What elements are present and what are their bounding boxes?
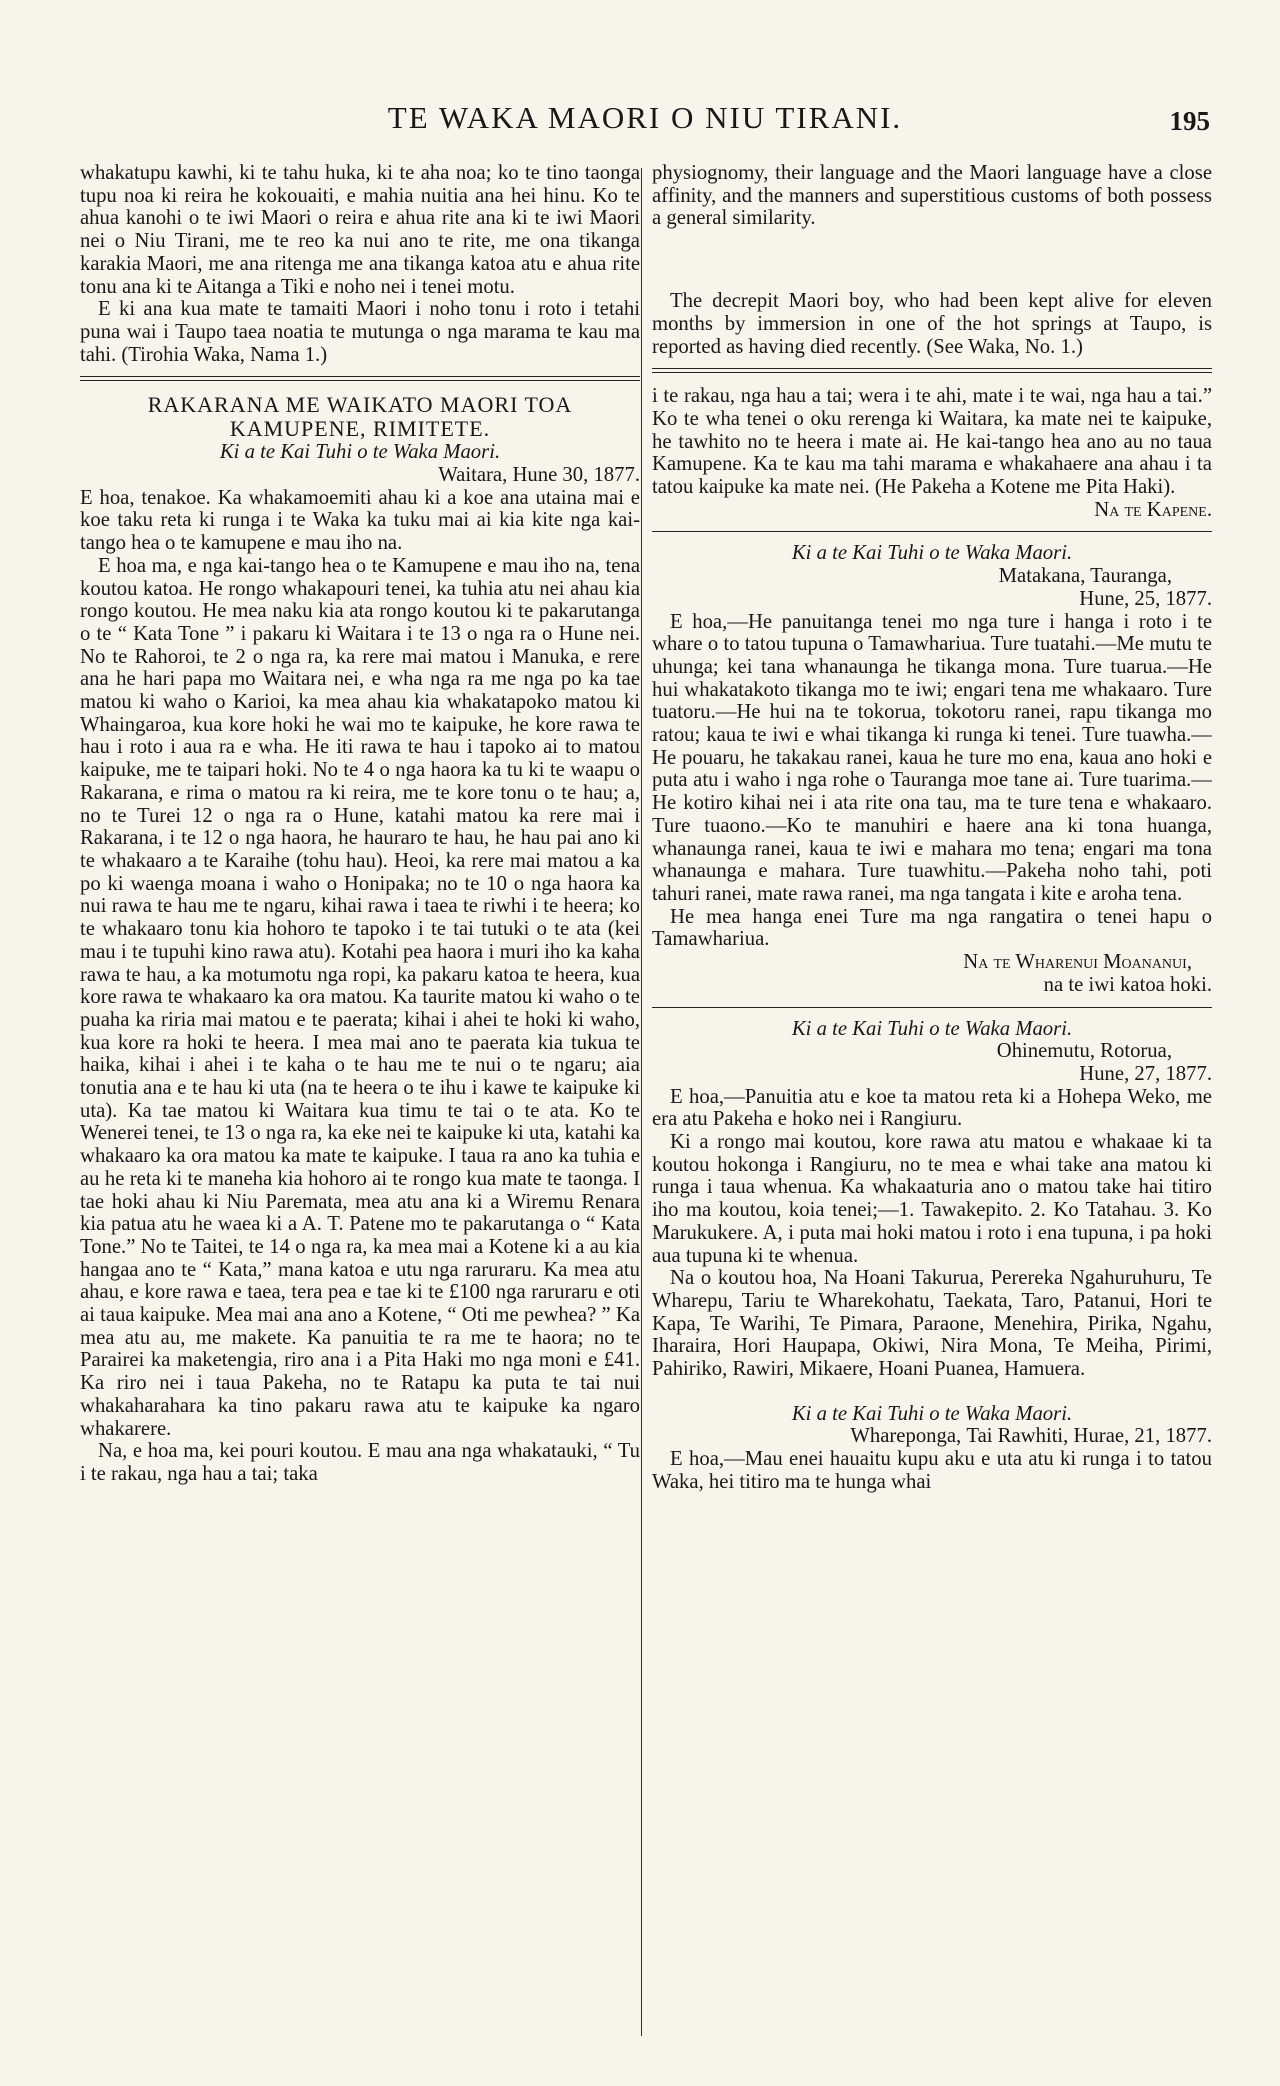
letter-paragraph: E hoa ma, e nga kai-tango hea o te Kamupene e mau iho na, tena koutou katoa. He rongo whakapouri tenei, ka tuhia atu nei ahau kia rongo koutou. He mea naku kia ata rongo koutou ki te pakarutanga o te “ Kata Tone ” i pakaru ki Waitara i te 13 o nga ra o Hune nei. No te Rahoroi, te 2 o nga ra, ka rere mai matou i Manuka, e rere ana he hari papa mo Waitara nei, e wha nga ra me nga po ka tae matou ki waho o Karioi, ka mea ahau kia whakatapoko matou ki Whaingaroa, kua kore hoki he wai mo te kaipuke, he kore rawa te hau i roto i aua ra e wha. He iti rawa te hau i tapoko ai to matou kaipuke, me te taipari hoki. No te 4 o nga haora ka tu ki te waapu o Rakarana, e rima o matou ra ki reira, me te kore tonu o te hau; a, no te Turei 12 o nga ra o Hune, katahi matou ka rere mai i Rakarana, i te 12 o nga haora, he hauraro te hau, he hau pai ano ki te whakaaro a te Karaihe (tohu hau). Heoi, ka rere mai matou a ka po ki waenga moana i waho o Honipaka; no te 10 o nga haora ka nui rawa te hau me te ngaru, kihai rawa i taea te riwhi i te heera; ko te whakaaro tonu kia hohoro te tapoko i te tai tutuki o te ata (kei mau i te tupuhi kino rawa atu). Kotahi pea haora i muri iho ka kaha rawa te hau, a ka motumotu nga ropi, ka pakaru katoa te heera, kua kore rawa te whakaaro ka ora matou. Ka taurite matou ki waho o te puaha ka riria mai matou e te paerata; kihai i ahei te hoki ki waho, kua kore ra hoki te heera. I mea mai ano te paerata kia tukua te haika, kihai i ahei i te kaha o te hau me te nui o te ngaru; aia tonutia ana e te hau ki uta (na te heera o te ihu i kawe te kaipuke ki uta). Ka tae matou ki Waitara kua timu te tai o te ata. Ko te Wenerei tenei, te 13 o nga ra, ka eke nei te kaipuke ki uta, katahi ka whakaaro ka ora matou ka mate te kaipuke. I taua ra ano ka tuhia e au he reta ki te maneha kia hohoro ai te rongo kua mate te taonga. I tae hoki ahau ki Niu Paremata, mea atu ana ki a Wiremu Renara kia patua atu he waea ki a A. T. Patene mo te pakarutanga o “ Kata Tone.” No te Taitei, te 14 o nga ra, ka mea mai a Kotene ki a au kia hangaa ano te “ Kata,” mana katoa e utu nga raruraru. Ka mea atu ahau, e kore rawa e taea, tera pea e tae ki te £100 nga raruraru e oti ai taua kaipuke. Mea mai ana ano a Kotene, “ Oti me pewhea? ” Ka mea atu au, me makete. Ka panuitia te ra me te haora; no te Parairei ka maketengia, riro ana i a Pita Haki mo nga moni e £41. Ka riro nei i taua Pakeha, no te Ratapu ka puta te tai nui whakaharahara ka tino pakaru rawa atu te kaipuke ka ngaro whakarere. (80, 554, 640, 1440)
page-number: 195 (1169, 106, 1210, 136)
letter-dateline: Ohinemutu, Rotorua, (996, 1040, 1172, 1063)
letter-dateline: Waitara, Hune 30, 1877. (438, 464, 640, 487)
letter-signature: Na te Wharenui Moananui, (963, 951, 1192, 974)
section-rule (652, 1007, 1212, 1008)
letter-byline: Ki a te Kai Tuhi o te Waka Maori. (219, 441, 501, 464)
double-rule (652, 368, 1212, 373)
spacer (652, 230, 1212, 290)
article-paragraph: The decrepit Maori boy, who had been kept alive for eleven months by immersion in one of the hot springs at Taupo, is reported as having died recently. (See Waka, No. 1.) (652, 290, 1212, 358)
letter-paragraph: E hoa,—Mau enei hauaitu kupu aku e uta atu ki runga i to tatou Waka, hei titiro ma te hunga whai (652, 1448, 1212, 1493)
article-paragraph: physiognomy, their language and the Maori language have a close affinity, and the manners and superstitious customs of both possess a general similarity. (652, 162, 1212, 230)
letter-paragraph: He mea hanga enei Ture ma nga rangatira o tenei hapu o Tamawhariua. (652, 905, 1212, 951)
column-divider (641, 168, 642, 2036)
letter-dateline: Hune, 27, 1877. (1079, 1062, 1212, 1085)
letter-paragraph: Ki a rongo mai koutou, kore rawa atu matou e whakaae ki ta koutou hokonga i Rangiuru, no te mea e whai take ana matou ki runga i taua whenua. Ka whakaaturia ano o matou take hai titiro iho ma koutou, koia tenei;—1. Tawakepito. 2. Ko Tatahau. 3. Ko Marukukere. A, i puta mai hoki matou i roto i ena tupuna, i pa hoki aua tupuna ki te whenua. (652, 1131, 1212, 1267)
letter-paragraph: i te rakau, nga hau a tai; wera i te ahi, mate i te wai, nga hau a tai.” Ko te wha tenei o oku rerenga ki Waitara, ka mate nei te kaipuke, he tawhito no te heera i mate ai. He kai-tango hea ano au no taua Kamupene. Ka te kau ma tahi marama e whakahaere ana ahau i ta tatou kaipuke ka mate nei. (He Pakeha a Kotene me Pita Haki). (652, 385, 1212, 499)
article-paragraph: whakatupu kawhi, ki te tahu huka, ki te aha noa; ko te tino taonga tupu noa ki reira he kokouaiti, e mahia nuitia ana hei hinu. Ko te ahua kanohi o te iwi Maori o reira e ahua rite ana ki te iwi Maori nei o Niu Tirani, me te reo ka nui ano te rite, me ona tikanga karakia Maori, me ana ritenga me ana tikanga katoa atu e ahua rite tonu ana ki te Aitanga a Tiki e noho nei i tenei motu. (80, 162, 640, 298)
letter-byline: Ki a te Kai Tuhi o te Waka Maori. (791, 1017, 1073, 1040)
right-column (652, 162, 1212, 2042)
left-column (80, 162, 640, 2042)
double-rule (80, 376, 640, 381)
letter-dateline: Wharepongа, Tai Rawhiti, Hurae, 21, 1877. (850, 1425, 1212, 1448)
letter-signature: na te iwi katoa hoki. (1043, 973, 1212, 996)
letter-paragraph: E hoa,—He panuitanga tenei mo nga ture i hanga i roto i te whare o to tatou tupuna o Tamawhariua. Ture tuatahi.—Me mutu te uhunga; kei tana whanaunga he tikanga mona. Ture tuarua.—He hui whakatakoto tikanga mo te iwi; engari tena me whakaaro. Ture tuatoru.—He hui na te tokorua, tokotoru ranei, rapu tikanga mo ratou; kaua te iwi e whai tikanga ki runga ki tenei. Ture tuawha.—He pouaru, he takakau ranei, kaua he ture mo ena, kaua ano hoki e puta atu i waho i nga rohe o Tauranga moe tane ai. Ture tuarima.—He kotiro kihai nei i ata rite ona tau, ma te ture tena e whakaaro. Ture tuaono.—Ko te manuhiri e haere ana ki tona huanga, whanaunga ranei, kaua te iwi e mahara mo tena; engari ma tona whanaunga e mahara. Ture tuawhitu.—Pakeha noho tahi, poti tahuri ranei, mate rawa ranei, ma nga tangata i kite e aroha tena. (652, 610, 1212, 905)
spacer (652, 1381, 1212, 1403)
letter-dateline: Matakana, Tauranga, (998, 565, 1172, 588)
section-rule (652, 531, 1212, 532)
letter-paragraph: Na, e hoa ma, kei pouri koutou. E mau ana nga whakatauki, “ Tu i te rakau, nga hau a tai; taka (80, 1440, 640, 1485)
letter-paragraph: E hoa, tenakoe. Ka whakamoemiti ahau ki a koe ana utaina mai e koe taku reta ki runga i te Waka ka tuku mai ai kia kite nga kai-tango hea o te kamupene e mau iho na. (80, 486, 640, 555)
letter-dateline: Hune, 25, 1877. (1079, 587, 1212, 610)
article-headline: RAKARANA ME WAIKATO MAORI TOA KAMUPENE, RIMITETE. (147, 392, 573, 442)
letter-byline: Ki a te Kai Tuhi o te Waka Maori. (791, 542, 1073, 565)
page-header (80, 100, 1210, 150)
letter-byline: Ki a te Kai Tuhi o te Waka Maori. (791, 1402, 1073, 1425)
letter-paragraph: Na o koutou hoa, Na Hoani Takurua, Perereka Ngahuruhuru, Te Wharepu, Tariu te Wharekohatu, Taekata, Taro, Patanui, Hori te Kapa, Te Warihi, Te Pimara, Paraone, Menehira, Pirika, Ngahu, Iharaira, Hori Haupapa, Okiwi, Nira Mona, Te Meiha, Pirimi, Pahiriko, Rawiri, Mikaere, Hoani Puanea, Hamuera. (652, 1267, 1212, 1381)
letter-signature: Na te Kapene. (1094, 498, 1212, 521)
letter-paragraph: E hoa,—Panuitia atu e koe ta matou reta ki a Hohepa Weko, me era atu Pakeha e hoko nei i Rangiuru. (652, 1085, 1212, 1131)
page-title: TE WAKA MAORI O NIU TIRANI. (387, 100, 903, 135)
article-paragraph: E ki ana kua mate te tamaiti Maori i noho tonu i roto i tetahi puna wai i Taupo taea noatia te mutunga o nga marama te kau ma tahi. (Tirohia Waka, Nama 1.) (80, 298, 640, 366)
